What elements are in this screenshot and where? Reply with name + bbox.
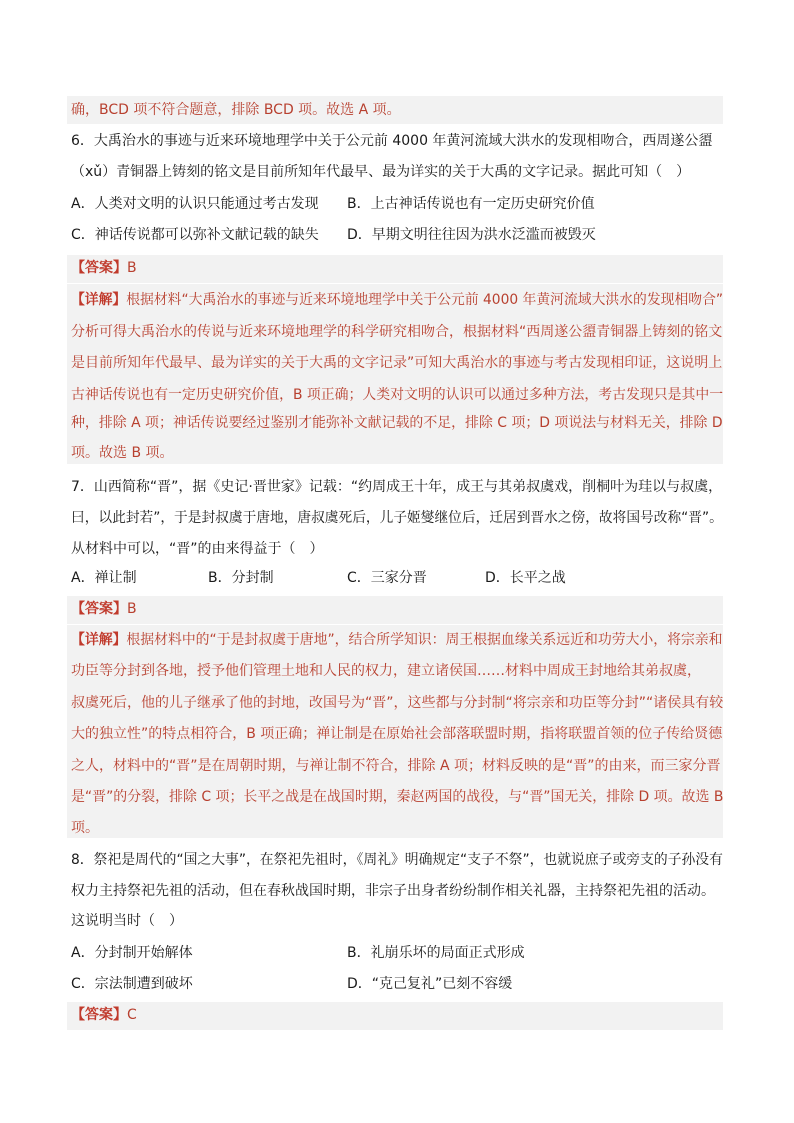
q8-answer-shade [67,1002,723,1030]
q6-detail-line-6: 项。故选 B 项。 [71,445,174,461]
q7-answer [71,599,137,619]
q8-option-a: A．分封制开始解体 [71,945,193,961]
q8-answer-label: 【答案】 [71,1007,127,1023]
q8-stem-line-1: 8．祭祀是周代的“国之大事”，在祭祀先祖时，《周礼》明确规定“支子不祭”，也就说庶子或旁支的子孙没有 [71,852,723,868]
q6-detail-line-1 [71,290,723,310]
q8-answer [71,1005,137,1025]
q7-answer-value: B [127,601,137,617]
q6-answer-label: 【答案】 [71,260,127,276]
q6-detail-shade [67,284,723,464]
q7-option-a: A．禅让制 [71,570,137,586]
q7-detail-label: 【详解】 [71,632,127,648]
q8-stem-line-3: 这说明当时（ ） [71,913,183,929]
q7-detail-line-2: 功臣等分封到各地，授予他们管理土地和人民的权力，建立诸侯国……材料中周成王封地给其弟叔虞， [71,663,701,679]
q6-option-d: D．早期文明往往因为洪水泛滥而被毁灭 [347,227,596,243]
q8-option-c: C．宗法制遭到破坏 [71,976,193,992]
q8-stem-line-2: 权力主持祭祀先祖的活动，但在春秋战国时期，非宗子出身者纷纷制作相关礼器，主持祭祀先祖的活动。 [71,883,715,899]
q7-detail-line-6: 是“晋”的分裂，排除 C 项；长平之战是在战国时期，秦赵两国的战役，与“晋”国无关，排除 D 项。故选 B [71,789,724,805]
q6-option-b: B．上古神话传说也有一定历史研究价值 [347,196,595,212]
q6-detail-text-1: 根据材料“大禹治水的事迹与近来环境地理学中关于公元前 4000 年黄河流域大洪水的发现相吻合” [126,292,724,308]
q6-option-a: A．人类对文明的认识只能通过考古发现 [71,196,319,212]
q7-answer-label: 【答案】 [71,601,127,617]
q7-detail-line-4: 大的独立性”的特点相符合，B 项正确；禅让制是在原始社会部落联盟时期，指将联盟首领的位子传给贤德 [71,726,723,742]
q7-detail-line-1 [71,630,723,650]
q6-stem-line-1: 6．大禹治水的事迹与近来环境地理学中关于公元前 4000 年黄河流域大洪水的发现相吻合，西周遂公盨 [71,133,713,149]
q7-detail-line-5: 之人，材料中的“晋”是在周朝时期，与禅让制不符合，排除 A 项；材料反映的是“晋”的由来，而三家分晋 [71,758,721,774]
q6-detail-line-2: 分析可得大禹治水的传说与近来环境地理学的科学研究相吻合，根据材料“西周遂公盨青铜器上铸刻的铭文 [71,324,723,340]
q6-option-c: C．神话传说都可以弥补文献记载的缺失 [71,227,319,243]
q7-detail-text-1: 根据材料中的“于是封叔虞于唐地”，结合所学知识：周王根据血缘关系远近和功劳大小，将宗亲和 [126,632,723,648]
q6-detail-line-4: 古神话传说也有一定历史研究价值，B 项正确；人类对文明的认识可以通过多种方法，考古发现只是其中一 [71,387,724,403]
prev-explanation-tail: 确，BCD 项不符合题意，排除 BCD 项。故选 A 项。 [71,102,401,118]
q7-option-d: D．长平之战 [485,570,566,586]
q7-stem-line-2: 曰，以此封若”，于是封叔虞于唐地，唐叔虞死后，儿子姬燮继位后，迁居到晋水之傍，故将国号改称“晋”。 [71,510,723,526]
q8-option-d: D．“克己复礼”已刻不容缓 [347,976,513,992]
q7-detail-line-3: 叔虞死后，他的儿子继承了他的封地，改国号为“晋”，这些都与分封制“将宗亲和功臣等分封”“诸侯具有较 [71,695,724,711]
q7-option-c: C．三家分晋 [347,570,427,586]
q6-answer-value: B [127,260,137,276]
q6-detail-label: 【详解】 [71,292,127,308]
q6-answer [71,258,137,278]
q8-answer-value: C [127,1007,137,1023]
q6-stem-line-2: （xǔ）青铜器上铸刻的铭文是目前所知年代最早、最为详实的关于大禹的文字记录。据此可知（ ） [71,164,691,180]
q7-answer-shade [67,596,723,624]
q8-option-b: B．礼崩乐坏的局面正式形成 [347,945,525,961]
q6-detail-line-5: 种，排除 A 项；神话传说要经过鉴别才能弥补文献记载的不足，排除 C 项；D 项说法与材料无关，排除 D [71,415,723,431]
q6-answer-shade [67,255,723,283]
q6-detail-line-3: 是目前所知年代最早、最为详实的关于大禹的文字记录”可知大禹治水的事迹与考古发现相印证，这说明上 [71,355,723,371]
q7-option-b: B．分封制 [208,570,274,586]
q7-stem-line-3: 从材料中可以，“晋”的由来得益于（ ） [71,541,324,557]
q7-stem-line-1: 7．山西简称“晋”，据《史记·晋世家》记载：“约周成王十年，成王与其弟叔虞戏，削桐叶为珪以与叔虞， [71,479,723,495]
q7-detail-line-7: 项。 [71,820,99,836]
